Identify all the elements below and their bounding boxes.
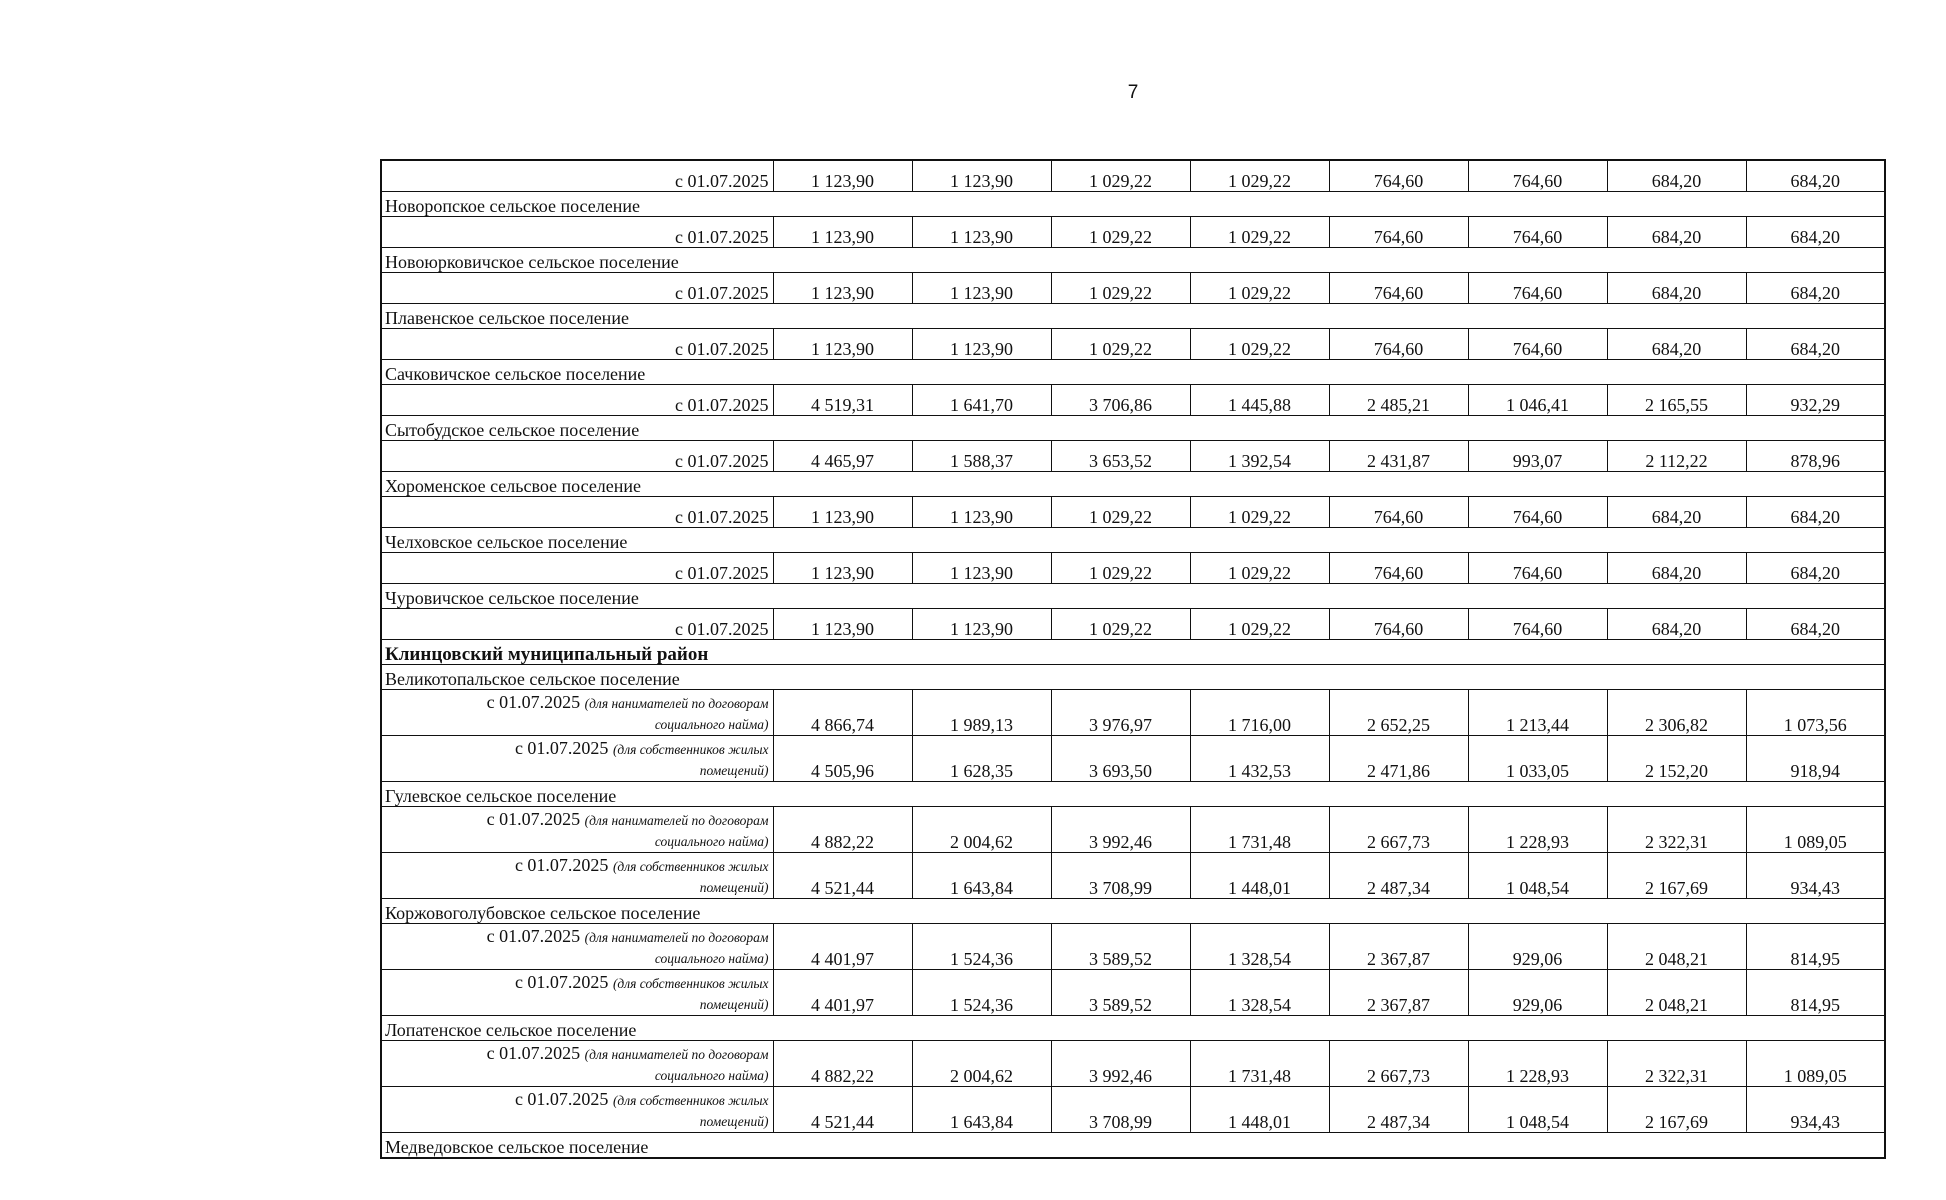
tariff-value: 2 487,34: [1329, 853, 1468, 899]
tariff-value: 1 123,90: [912, 217, 1051, 248]
tariff-value: 2 004,62: [912, 1041, 1051, 1087]
settlement-header-row: [381, 192, 1885, 217]
tariff-value: 1 448,01: [1190, 853, 1329, 899]
tariff-value: 2 367,87: [1329, 970, 1468, 1016]
period-label: [381, 924, 773, 970]
tariff-value: 764,60: [1329, 160, 1468, 192]
tariff-row: [381, 273, 1885, 304]
tariff-value: 2 667,73: [1329, 1041, 1468, 1087]
period-label-line-1: [386, 692, 769, 714]
settlement-header-row: [381, 1016, 1885, 1041]
tariff-value: 1 123,90: [912, 273, 1051, 304]
tariff-value: 1 029,22: [1051, 160, 1190, 192]
tariff-value: 4 401,97: [773, 970, 912, 1016]
tariff-value: 1 328,54: [1190, 970, 1329, 1016]
tariff-value: 814,95: [1746, 970, 1885, 1016]
tariff-value: 684,20: [1746, 160, 1885, 192]
tariff-value: 1 029,22: [1190, 609, 1329, 640]
tariff-value: 764,60: [1468, 160, 1607, 192]
tariff-value: 4 401,97: [773, 924, 912, 970]
tariff-value: 2 322,31: [1607, 1041, 1746, 1087]
period-date: с 01.07.2025: [514, 738, 609, 758]
settlement-header-row: [381, 248, 1885, 273]
tariff-value: 1 073,56: [1746, 690, 1885, 736]
tariff-value: 684,20: [1607, 273, 1746, 304]
period-note-part-1: (для нанимателей по договорам: [584, 930, 769, 945]
tariff-value: 1 048,54: [1468, 853, 1607, 899]
tariff-value: 3 708,99: [1051, 1087, 1190, 1133]
tariff-value: 1 029,22: [1190, 160, 1329, 192]
tariff-row: [381, 329, 1885, 360]
settlement-header-row: [381, 416, 1885, 441]
tariff-value: 1 448,01: [1190, 1087, 1329, 1133]
district-name: Клинцовский муниципальный район: [381, 640, 1885, 665]
tariff-value: 2 048,21: [1607, 924, 1746, 970]
tariff-value: 1 643,84: [912, 1087, 1051, 1133]
tariff-value: 684,20: [1607, 329, 1746, 360]
tariff-value: 878,96: [1746, 441, 1885, 472]
tariff-value: 2 652,25: [1329, 690, 1468, 736]
tariff-value: 4 882,22: [773, 1041, 912, 1087]
settlement-name: Коржовоголубовское сельское поселение: [381, 899, 1885, 924]
tariff-value: 764,60: [1329, 329, 1468, 360]
tariff-value: 3 589,52: [1051, 924, 1190, 970]
period-note-part-1: (для собственников жилых: [612, 1093, 769, 1108]
settlement-name: Плавенское сельское поселение: [381, 304, 1885, 329]
period-label: с 01.07.2025: [381, 273, 773, 304]
period-label-line-1: [386, 855, 769, 877]
period-label: с 01.07.2025: [381, 553, 773, 584]
tariff-value: 1 716,00: [1190, 690, 1329, 736]
tariff-value: 2 487,34: [1329, 1087, 1468, 1133]
tariff-value: 1 731,48: [1190, 807, 1329, 853]
tariff-row: [381, 217, 1885, 248]
settlement-header-row: [381, 528, 1885, 553]
tariff-row: [381, 736, 1885, 782]
period-note-part-2: социального найма): [654, 951, 769, 966]
tariff-value: 1 123,90: [773, 497, 912, 528]
tariff-value: 2 485,21: [1329, 385, 1468, 416]
tariff-value: 684,20: [1746, 553, 1885, 584]
period-date: с 01.07.2025: [486, 692, 581, 712]
settlement-name: Челховское сельское поселение: [381, 528, 1885, 553]
tariff-value: 1 524,36: [912, 924, 1051, 970]
settlement-name: Хороменское сельсвое поселение: [381, 472, 1885, 497]
tariff-value: 929,06: [1468, 924, 1607, 970]
period-date: с 01.07.2025: [514, 1089, 609, 1109]
tariff-value: 3 589,52: [1051, 970, 1190, 1016]
tariff-value: 684,20: [1607, 160, 1746, 192]
tariff-value: 2 167,69: [1607, 853, 1746, 899]
tariff-value: 1 989,13: [912, 690, 1051, 736]
tariff-row: [381, 160, 1885, 192]
tariff-value: 764,60: [1329, 273, 1468, 304]
tariff-value: 2 367,87: [1329, 924, 1468, 970]
tariff-value: 1 029,22: [1051, 273, 1190, 304]
settlement-name: Сачковичское сельское поселение: [381, 360, 1885, 385]
tariff-value: 814,95: [1746, 924, 1885, 970]
tariff-value: 993,07: [1468, 441, 1607, 472]
tariff-value: 929,06: [1468, 970, 1607, 1016]
tariff-value: 1 628,35: [912, 736, 1051, 782]
period-date: с 01.07.2025: [486, 809, 581, 829]
tariff-value: 3 992,46: [1051, 807, 1190, 853]
settlement-name: Сытобудское сельское поселение: [381, 416, 1885, 441]
tariff-value: 1 033,05: [1468, 736, 1607, 782]
period-label: [381, 807, 773, 853]
period-label-line-1: [386, 1089, 769, 1111]
settlement-name: Гулевское сельское поселение: [381, 782, 1885, 807]
period-label: с 01.07.2025: [381, 217, 773, 248]
settlement-name: Лопатенское сельское поселение: [381, 1016, 1885, 1041]
tariff-value: 1 123,90: [773, 609, 912, 640]
tariff-value: 4 519,31: [773, 385, 912, 416]
period-note-part-1: (для нанимателей по договорам: [584, 1047, 769, 1062]
period-date: с 01.07.2025: [514, 855, 609, 875]
tariff-value: 2 471,86: [1329, 736, 1468, 782]
tariff-value: 764,60: [1468, 497, 1607, 528]
period-note-part-2: помещений): [699, 763, 769, 778]
tariff-value: 1 029,22: [1190, 329, 1329, 360]
tariff-value: 3 976,97: [1051, 690, 1190, 736]
tariff-value: 764,60: [1329, 609, 1468, 640]
page-number: 7: [1127, 82, 1139, 103]
tariff-value: 3 653,52: [1051, 441, 1190, 472]
period-note-part-2: помещений): [699, 880, 769, 895]
tariff-value: 764,60: [1329, 217, 1468, 248]
tariff-value: 684,20: [1607, 217, 1746, 248]
period-label-line-1: [386, 926, 769, 948]
tariff-value: 1 123,90: [912, 497, 1051, 528]
tariff-value: 1 089,05: [1746, 1041, 1885, 1087]
period-note-part-2: помещений): [699, 1114, 769, 1129]
tariff-value: 4 521,44: [773, 853, 912, 899]
settlement-header-row: [381, 782, 1885, 807]
tariff-value: 2 112,22: [1607, 441, 1746, 472]
period-label-line-1: [386, 1043, 769, 1065]
tariff-value: 1 029,22: [1051, 553, 1190, 584]
tariff-value: 1 029,22: [1051, 217, 1190, 248]
settlement-name: Новоропское сельское поселение: [381, 192, 1885, 217]
period-label: [381, 970, 773, 1016]
period-date: с 01.07.2025: [486, 926, 581, 946]
tariff-value: 1 641,70: [912, 385, 1051, 416]
tariff-value: 764,60: [1329, 553, 1468, 584]
tariff-value: 2 322,31: [1607, 807, 1746, 853]
settlement-name: Чуровичское сельское поселение: [381, 584, 1885, 609]
period-label: с 01.07.2025: [381, 329, 773, 360]
tariff-table: [380, 159, 1886, 1159]
tariff-value: 3 693,50: [1051, 736, 1190, 782]
tariff-value: 1 445,88: [1190, 385, 1329, 416]
tariff-value: 3 706,86: [1051, 385, 1190, 416]
tariff-value: 764,60: [1468, 609, 1607, 640]
tariff-row: [381, 924, 1885, 970]
tariff-value: 1 089,05: [1746, 807, 1885, 853]
period-label: с 01.07.2025: [381, 160, 773, 192]
tariff-row: [381, 1041, 1885, 1087]
tariff-value: 764,60: [1468, 273, 1607, 304]
tariff-row: [381, 609, 1885, 640]
tariff-value: 764,60: [1329, 497, 1468, 528]
tariff-value: 1 029,22: [1190, 217, 1329, 248]
tariff-value: 1 228,93: [1468, 1041, 1607, 1087]
tariff-row: [381, 970, 1885, 1016]
district-header-row: [381, 640, 1885, 665]
settlement-name: Новоюрковичское сельское поселение: [381, 248, 1885, 273]
period-label: [381, 853, 773, 899]
tariff-value: 1 029,22: [1051, 497, 1190, 528]
tariff-row: [381, 385, 1885, 416]
tariff-value: 684,20: [1607, 609, 1746, 640]
tariff-value: 1 123,90: [912, 609, 1051, 640]
settlement-header-row: [381, 899, 1885, 924]
tariff-value: 2 431,87: [1329, 441, 1468, 472]
tariff-value: 932,29: [1746, 385, 1885, 416]
tariff-value: 1 588,37: [912, 441, 1051, 472]
settlement-name: Великотопальское сельское поселение: [381, 665, 1885, 690]
tariff-value: 2 165,55: [1607, 385, 1746, 416]
tariff-value: 1 731,48: [1190, 1041, 1329, 1087]
tariff-value: 2 048,21: [1607, 970, 1746, 1016]
tariff-row: [381, 807, 1885, 853]
period-note-part-2: социального найма): [654, 834, 769, 849]
tariff-row: [381, 441, 1885, 472]
tariff-value: 2 152,20: [1607, 736, 1746, 782]
tariff-value: 4 866,74: [773, 690, 912, 736]
period-note-part-2: помещений): [699, 997, 769, 1012]
tariff-row: [381, 553, 1885, 584]
period-note-part-1: (для собственников жилых: [612, 859, 769, 874]
tariff-value: 1 029,22: [1190, 497, 1329, 528]
settlement-header-row: [381, 665, 1885, 690]
tariff-value: 4 521,44: [773, 1087, 912, 1133]
settlement-header-row: [381, 360, 1885, 385]
tariff-value: 1 046,41: [1468, 385, 1607, 416]
tariff-row: [381, 690, 1885, 736]
tariff-value: 3 992,46: [1051, 1041, 1190, 1087]
tariff-value: 934,43: [1746, 1087, 1885, 1133]
tariff-value: 2 306,82: [1607, 690, 1746, 736]
tariff-row: [381, 497, 1885, 528]
tariff-value: 1 643,84: [912, 853, 1051, 899]
tariff-value: 1 029,22: [1051, 329, 1190, 360]
tariff-value: 684,20: [1746, 273, 1885, 304]
tariff-value: 1 213,44: [1468, 690, 1607, 736]
tariff-value: 2 167,69: [1607, 1087, 1746, 1133]
tariff-value: 4 505,96: [773, 736, 912, 782]
period-label: [381, 1041, 773, 1087]
period-note-part-2: социального найма): [654, 717, 769, 732]
period-label-line-1: [386, 972, 769, 994]
tariff-value: 4 465,97: [773, 441, 912, 472]
tariff-value: 1 123,90: [912, 329, 1051, 360]
period-label: с 01.07.2025: [381, 385, 773, 416]
tariff-value: 1 228,93: [1468, 807, 1607, 853]
settlement-header-row: [381, 584, 1885, 609]
tariff-value: 684,20: [1746, 329, 1885, 360]
table-body: [381, 160, 1885, 1158]
settlement-name: Медведовское сельское поселение: [381, 1133, 1885, 1159]
period-note-part-1: (для собственников жилых: [612, 742, 769, 757]
period-note-part-1: (для нанимателей по договорам: [584, 696, 769, 711]
tariff-value: 1 048,54: [1468, 1087, 1607, 1133]
period-date: с 01.07.2025: [514, 972, 609, 992]
period-label: [381, 690, 773, 736]
tariff-value: 1 123,90: [773, 273, 912, 304]
tariff-value: 1 029,22: [1190, 273, 1329, 304]
settlement-header-row: [381, 472, 1885, 497]
tariff-value: 684,20: [1746, 609, 1885, 640]
tariff-value: 1 392,54: [1190, 441, 1329, 472]
tariff-value: 1 328,54: [1190, 924, 1329, 970]
period-date: с 01.07.2025: [486, 1043, 581, 1063]
tariff-value: 1 432,53: [1190, 736, 1329, 782]
period-label-line-1: [386, 809, 769, 831]
period-note-part-1: (для нанимателей по договорам: [584, 813, 769, 828]
tariff-value: 934,43: [1746, 853, 1885, 899]
tariff-value: 918,94: [1746, 736, 1885, 782]
tariff-value: 1 029,22: [1051, 609, 1190, 640]
tariff-value: 764,60: [1468, 329, 1607, 360]
tariff-value: 684,20: [1607, 497, 1746, 528]
tariff-value: 2 667,73: [1329, 807, 1468, 853]
tariff-value: 1 029,22: [1190, 553, 1329, 584]
tariff-value: 684,20: [1746, 497, 1885, 528]
tariff-value: 1 123,90: [773, 553, 912, 584]
tariff-row: [381, 1087, 1885, 1133]
period-label: с 01.07.2025: [381, 497, 773, 528]
period-label: [381, 736, 773, 782]
period-label: с 01.07.2025: [381, 609, 773, 640]
tariff-value: 1 123,90: [773, 329, 912, 360]
tariff-value: 2 004,62: [912, 807, 1051, 853]
period-label-line-1: [386, 738, 769, 760]
tariff-value: 3 708,99: [1051, 853, 1190, 899]
period-note-part-1: (для собственников жилых: [612, 976, 769, 991]
tariff-value: 1 123,90: [773, 217, 912, 248]
tariff-value: 4 882,22: [773, 807, 912, 853]
settlement-header-row: [381, 304, 1885, 329]
tariff-value: 684,20: [1607, 553, 1746, 584]
tariff-value: 1 123,90: [912, 553, 1051, 584]
tariff-value: 1 123,90: [773, 160, 912, 192]
tariff-row: [381, 853, 1885, 899]
tariff-value: 764,60: [1468, 553, 1607, 584]
period-note-part-2: социального найма): [654, 1068, 769, 1083]
tariff-value: 764,60: [1468, 217, 1607, 248]
tariff-value: 684,20: [1746, 217, 1885, 248]
tariff-value: 1 524,36: [912, 970, 1051, 1016]
tariff-value: 1 123,90: [912, 160, 1051, 192]
settlement-header-row: [381, 1133, 1885, 1159]
period-label: с 01.07.2025: [381, 441, 773, 472]
period-label: [381, 1087, 773, 1133]
